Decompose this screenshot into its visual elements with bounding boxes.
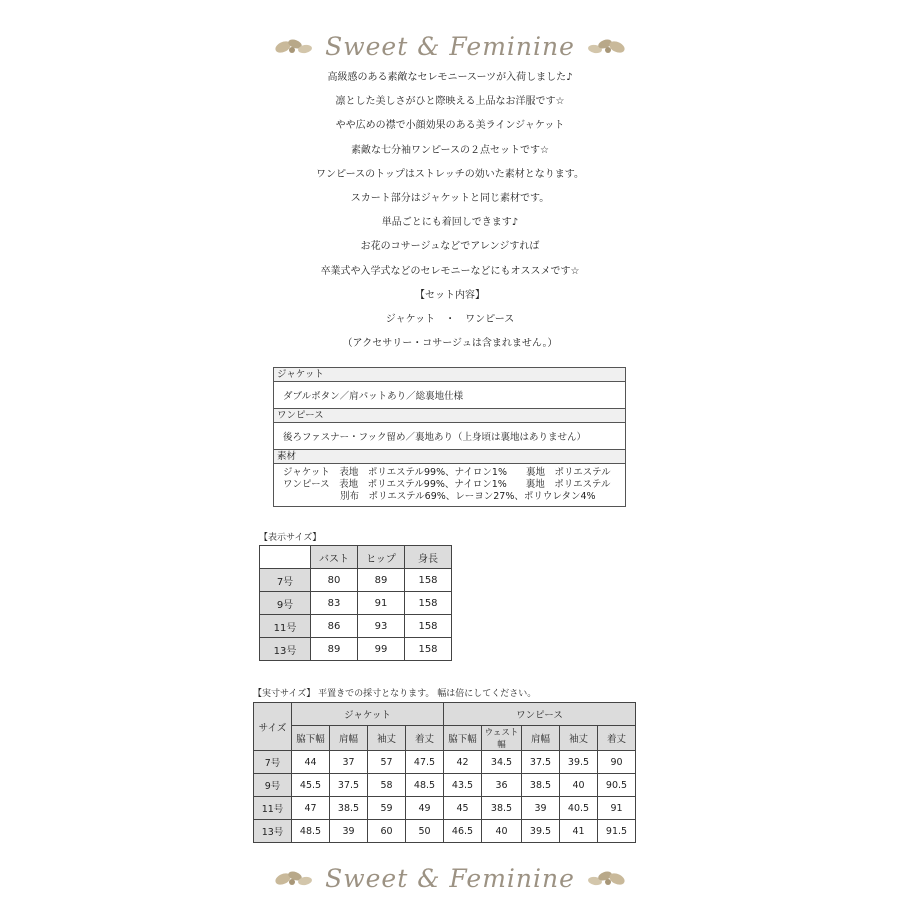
- table-cell: 91.5: [598, 820, 636, 843]
- table-cell: 59: [368, 797, 406, 820]
- jacket-group-header: ジャケット: [292, 703, 444, 726]
- spec-jacket-text: ダブルボタン／肩パットあり／総裏地仕様: [274, 382, 626, 409]
- table-cell: 40.5: [560, 797, 598, 820]
- actual-size-label: サイズ: [254, 703, 292, 751]
- table-cell: 36: [482, 774, 522, 797]
- actual-row-header: 9号: [254, 774, 292, 797]
- table-cell: 48.5: [292, 820, 330, 843]
- table-cell: 58: [368, 774, 406, 797]
- size-col-header: 身長: [405, 546, 452, 569]
- table-cell: 48.5: [406, 774, 444, 797]
- actual-col-header: ウェスト幅: [482, 726, 522, 751]
- table-cell: 40: [560, 774, 598, 797]
- table-row: [260, 615, 452, 638]
- table-cell: 47.5: [406, 751, 444, 774]
- spec-table: [273, 367, 626, 507]
- actual-col-header: 着丈: [406, 726, 444, 751]
- spec-onepiece-text: 後ろファスナー・フック留め／裏地あり（上身頃は裏地はありません）: [274, 423, 626, 450]
- size-row-header: 13号: [260, 638, 311, 661]
- actual-col-header: 袖丈: [368, 726, 406, 751]
- table-cell: 40: [482, 820, 522, 843]
- actual-row-header: 11号: [254, 797, 292, 820]
- description-line: 高級感のある素敵なセレモニースーツが入荷しました♪: [327, 72, 573, 83]
- set-contents-note: （アクセサリー・コサージュは含まれません。）: [342, 338, 558, 350]
- description-line: 単品ごとにも着回しできます♪: [381, 217, 519, 229]
- material-line: 別布 ポリエステル69%、レーヨン27%、ポリウレタン4%: [283, 491, 596, 502]
- actual-col-header: 袖丈: [560, 726, 598, 751]
- table-cell: 39: [330, 820, 368, 843]
- table-cell: 47: [292, 797, 330, 820]
- set-contents-heading: 【セット内容】: [415, 289, 485, 301]
- brand-logo: Sweet & Feminine: [325, 863, 575, 893]
- table-cell: 60: [368, 820, 406, 843]
- table-cell: 44: [292, 751, 330, 774]
- actual-row-header: 13号: [254, 820, 292, 843]
- table-cell: 38.5: [330, 797, 368, 820]
- table-cell: 39: [522, 797, 560, 820]
- table-row: [254, 820, 636, 843]
- size-col-header: ヒップ: [358, 546, 405, 569]
- floral-ornament-icon: [273, 33, 315, 59]
- table-cell: 80: [311, 569, 358, 592]
- table-cell: 41: [560, 820, 598, 843]
- table-cell: 38.5: [482, 797, 522, 820]
- table-cell: 50: [406, 820, 444, 843]
- description-line: 素敵な七分袖ワンピースの２点セットです☆: [350, 144, 550, 156]
- table-cell: 90: [598, 751, 636, 774]
- table-cell: 38.5: [522, 774, 560, 797]
- table-cell: 45.5: [292, 774, 330, 797]
- table-cell: 158: [405, 569, 452, 592]
- material-line: ジャケット 表地 ポリエステル99%、ナイロン1% 裏地 ポリエステル: [283, 467, 611, 478]
- description-line: やや広めの襟で小顔効果のある美ラインジャケット: [335, 120, 565, 132]
- table-cell: 86: [311, 615, 358, 638]
- brand-banner-top: [0, 26, 900, 66]
- product-description: [0, 66, 900, 356]
- description-line: 凛とした美しさがひと際映える上品なお洋服です☆: [335, 96, 565, 108]
- table-row: [254, 774, 636, 797]
- size-col-header: バスト: [311, 546, 358, 569]
- table-row: [254, 751, 636, 774]
- spec-material-label: 素材: [274, 450, 626, 464]
- spec-jacket-label: ジャケット: [274, 368, 626, 382]
- table-cell: 37.5: [330, 774, 368, 797]
- actual-row-header: 7号: [254, 751, 292, 774]
- set-contents-items: ジャケット ・ ワンピース: [385, 313, 515, 325]
- table-cell: 158: [405, 592, 452, 615]
- table-cell: 46.5: [444, 820, 482, 843]
- table-row: [260, 638, 452, 661]
- size-table: [259, 545, 452, 661]
- size-row-header: 7号: [260, 569, 311, 592]
- size-row-header: 11号: [260, 615, 311, 638]
- description-line: ワンピースのトップはストレッチの効いた素材となります。: [316, 168, 584, 180]
- actual-size-table: [253, 702, 636, 843]
- table-row: [254, 797, 636, 820]
- actual-table-caption: 【実寸サイズ】 平置きでの採寸となります。 幅は倍にしてください。: [253, 689, 537, 699]
- spec-onepiece-label: ワンピース: [274, 409, 626, 423]
- floral-ornament-icon: [273, 865, 315, 891]
- table-cell: 93: [358, 615, 405, 638]
- size-table-corner: [260, 546, 311, 569]
- spec-material-text: [274, 464, 626, 507]
- table-row: [260, 592, 452, 615]
- size-row-header: 9号: [260, 592, 311, 615]
- table-cell: 89: [311, 638, 358, 661]
- table-cell: 99: [358, 638, 405, 661]
- actual-col-header: 肩幅: [522, 726, 560, 751]
- table-cell: 57: [368, 751, 406, 774]
- description-line: お花のコサージュなどでアレンジすれば: [360, 241, 540, 253]
- table-cell: 37: [330, 751, 368, 774]
- actual-col-header: 着丈: [598, 726, 636, 751]
- onepiece-group-header: ワンピース: [444, 703, 636, 726]
- brand-logo: Sweet & Feminine: [325, 31, 575, 61]
- floral-ornament-icon: [585, 33, 627, 59]
- table-cell: 39.5: [522, 820, 560, 843]
- table-cell: 43.5: [444, 774, 482, 797]
- actual-col-header: 肩幅: [330, 726, 368, 751]
- table-row: [260, 569, 452, 592]
- brand-banner-bottom: [0, 858, 900, 898]
- material-line: ワンピース 表地 ポリエステル99%、ナイロン1% 裏地 ポリエステル: [283, 479, 611, 490]
- table-cell: 158: [405, 615, 452, 638]
- table-cell: 158: [405, 638, 452, 661]
- description-line: 卒業式や入学式などのセレモニーなどにもオススメです☆: [320, 265, 580, 277]
- table-cell: 49: [406, 797, 444, 820]
- table-cell: 90.5: [598, 774, 636, 797]
- table-cell: 89: [358, 569, 405, 592]
- description-line: スカート部分はジャケットと同じ素材です。: [350, 192, 550, 204]
- table-cell: 34.5: [482, 751, 522, 774]
- actual-col-header: 脇下幅: [444, 726, 482, 751]
- table-cell: 42: [444, 751, 482, 774]
- table-cell: 39.5: [560, 751, 598, 774]
- size-table-caption: 【表示サイズ】: [259, 533, 322, 543]
- actual-col-header: 脇下幅: [292, 726, 330, 751]
- table-cell: 91: [358, 592, 405, 615]
- table-cell: 45: [444, 797, 482, 820]
- table-cell: 83: [311, 592, 358, 615]
- table-cell: 91: [598, 797, 636, 820]
- floral-ornament-icon: [585, 865, 627, 891]
- table-cell: 37.5: [522, 751, 560, 774]
